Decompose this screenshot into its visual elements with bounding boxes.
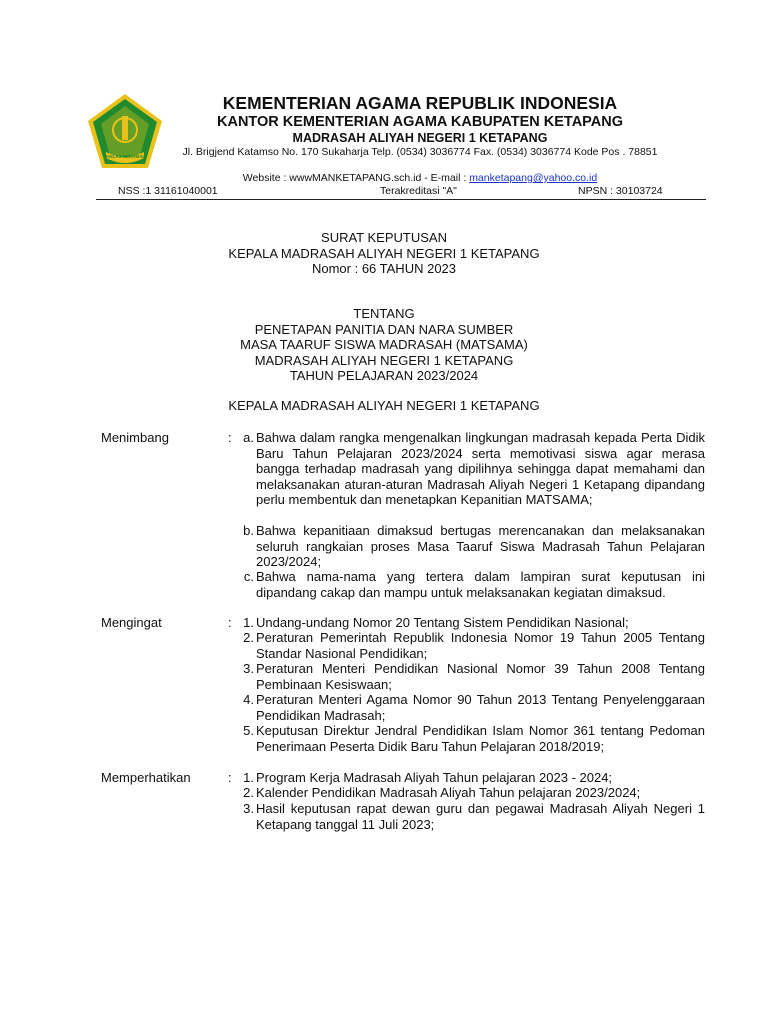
list-marker: 3. [243, 661, 254, 676]
website-text: Website : wwwMANKETAPANG.sch.id - E-mail : [242, 172, 470, 184]
list-marker: 3. [243, 801, 254, 816]
office-name: KANTOR KEMENTERIAN AGAMA KABUPATEN KETAPANG [217, 114, 623, 130]
decree-about: TENTANG [353, 306, 415, 321]
school-name: MADRASAH ALIYAH NEGERI 1 KETAPANG [292, 131, 548, 145]
accreditation: Terakreditasi "A" [380, 185, 457, 197]
section-colon: : [228, 615, 232, 630]
section-colon: : [228, 430, 232, 445]
section-label-menimbang: Menimbang [101, 430, 169, 445]
list-marker: 1. [243, 615, 254, 630]
npsn-number: NPSN : 30103724 [578, 185, 663, 197]
contact-line [170, 172, 670, 184]
list-item: Peraturan Pemerintah Republik Indonesia Nomor 19 Tahun 2005 Tentang Standar Nasional Pendidikan; [256, 630, 705, 661]
subject-line: PENETAPAN PANITIA DAN NARA SUMBER [254, 322, 514, 337]
section-label-memperhatikan: Memperhatikan [101, 770, 191, 785]
list-item: Bahwa kepanitiaan dimaksud bertugas merencanakan dan melaksanakan seluruh rangkaian proses Masa Taaruf Siswa Madrasah Tahun Pelajaran 2023/2024; [256, 523, 705, 569]
subject-line: TAHUN PELAJARAN 2023/2024 [289, 368, 479, 383]
list-marker: c. [243, 569, 254, 584]
section-colon: : [228, 770, 232, 785]
list-item: Bahwa nama-nama yang tertera dalam lampiran surat keputusan ini dipandang cakap dan mampu untuk melaksanakan kegiatan dimaksud. [256, 569, 705, 600]
list-marker: 5. [243, 723, 254, 738]
list-marker: a. [243, 430, 254, 445]
list-marker: 2. [243, 630, 254, 645]
list-item: Keputusan Direktur Jendral Pendidikan Islam Nomor 361 tentang Pedoman Penerimaan Peserta Didik Baru Tahun Pelajaran 2018/2019; [256, 723, 705, 754]
logo-motto: IKHLAS BERAMAL [104, 154, 146, 159]
email-link[interactable]: manketapang@yahoo.co.id [469, 172, 598, 184]
subject-line: MADRASAH ALIYAH NEGERI 1 KETAPANG [254, 353, 514, 368]
ministry-logo [86, 92, 164, 172]
school-address: Jl. Brigjend Katamso No. 170 Sukaharja Telp. (0534) 3036774 Fax. (0534) 3036774 Kode Pos . 78851 [182, 146, 658, 158]
subject-line: MASA TAARUF SISWA MADRASAH (MATSAMA) [240, 337, 528, 352]
list-marker: b. [243, 523, 254, 538]
list-marker: 1. [243, 770, 254, 785]
decree-number: Nomor : 66 TAHUN 2023 [311, 261, 457, 276]
section-label-mengingat: Mengingat [101, 615, 162, 630]
decree-type: SURAT KEPUTUSAN [321, 230, 447, 245]
list-marker: 2. [243, 785, 254, 800]
list-item: Program Kerja Madrasah Aliyah Tahun pelajaran 2023 - 2024; [256, 770, 613, 785]
decree-authority: KEPALA MADRASAH ALIYAH NEGERI 1 KETAPANG [228, 398, 540, 413]
list-item: Undang-undang Nomor 20 Tentang Sistem Pendidikan Nasional; [256, 615, 629, 630]
list-item: Peraturan Menteri Pendidikan Nasional Nomor 39 Tahun 2008 Tentang Pembinaan Kesiswaan; [256, 661, 705, 692]
ministry-name: KEMENTERIAN AGAMA REPUBLIK INDONESIA [222, 93, 618, 113]
nss-number: NSS :1 31161040001 [118, 185, 218, 197]
list-item: Bahwa dalam rangka mengenalkan lingkungan madrasah kepada Perta Didik Baru Tahun Pelajaran 2023/2024 serta memotivasi siswa agar merasa bangga terhadap madrasah yang dipilihnya sehingga dapat memahami dan melaksanakan aturan-aturan Madrasah Aliyah Negeri 1 Ketapang dipandang perlu membentuk dan menetapkan Kepanitian MATSAMA; [256, 430, 705, 507]
decree-issuer: KEPALA MADRASAH ALIYAH NEGERI 1 KETAPANG [228, 246, 540, 261]
list-item: Kalender Pendidikan Madrasah Aliyah Tahun pelajaran 2023/2024; [256, 785, 641, 800]
list-item: Hasil keputusan rapat dewan guru dan pegawai Madrasah Aliyah Negeri 1 Ketapang tanggal 11 Juli 2023; [256, 801, 705, 832]
list-item: Peraturan Menteri Agama Nomor 90 Tahun 2013 Tentang Penyelenggaraan Pendidikan Madrasah; [256, 692, 705, 723]
list-marker: 4. [243, 692, 254, 707]
letterhead-divider [96, 199, 706, 200]
